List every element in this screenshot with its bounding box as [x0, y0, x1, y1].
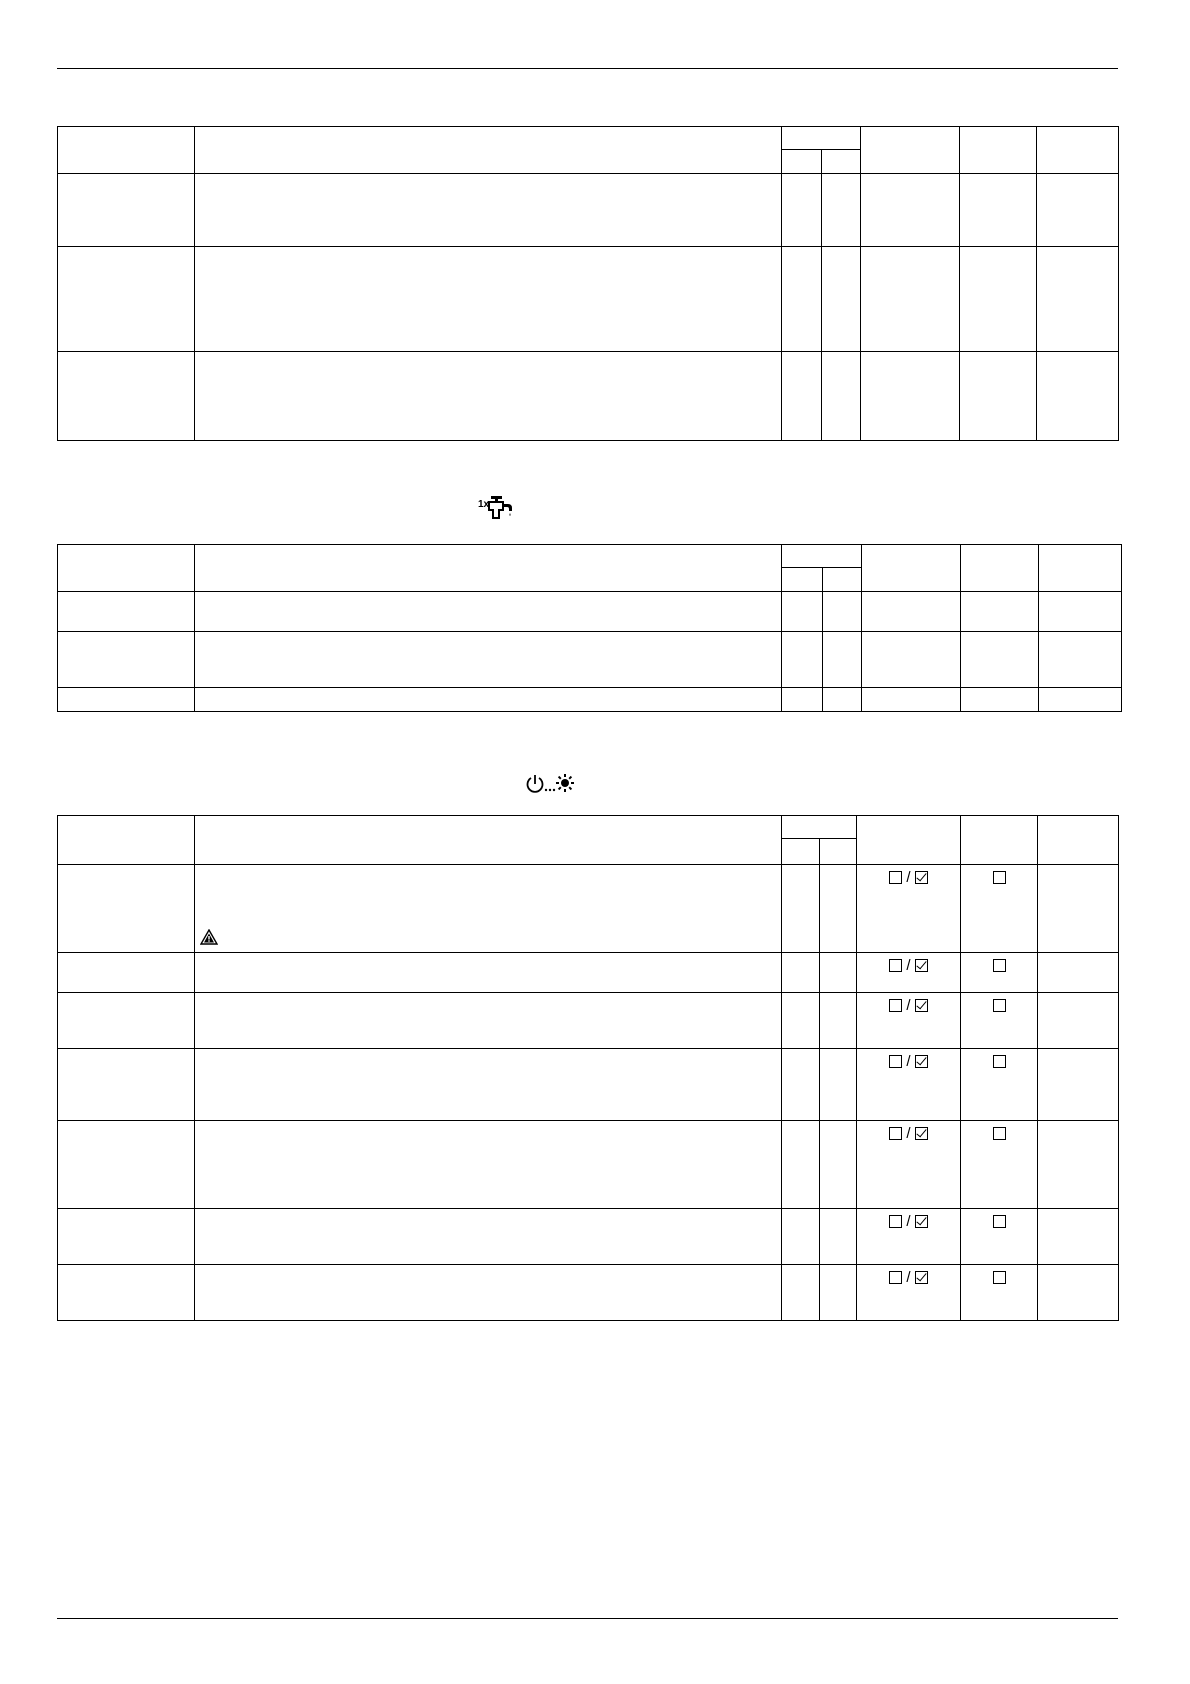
table-cell: [861, 174, 960, 247]
table-cell: [961, 592, 1039, 632]
table-cell: [195, 247, 782, 352]
table-header-row: [58, 127, 1119, 150]
table-cell: [820, 993, 857, 1049]
option-separator: /: [906, 957, 911, 975]
empty-checkbox-icon[interactable]: [993, 1127, 1006, 1140]
header-cell-description: [195, 545, 782, 592]
subheader-cell-a: [782, 568, 823, 592]
default-checkbox-cell[interactable]: [961, 865, 1038, 953]
header-cell-parameter: [58, 816, 195, 865]
header-cell-group: [782, 545, 862, 568]
table-cell: [861, 352, 960, 441]
table-cell: [820, 865, 857, 953]
header-cell-setting: [862, 545, 961, 592]
table-cell: [1039, 592, 1122, 632]
table-row: [58, 865, 1119, 953]
state-toggle-cell[interactable]: [857, 1209, 961, 1265]
table-cell: [820, 953, 857, 993]
header-cell-default: [960, 127, 1037, 174]
table-cell: [58, 1121, 195, 1209]
state-toggle-cell[interactable]: [857, 1265, 961, 1321]
option-separator: /: [906, 869, 911, 887]
state-toggle-cell[interactable]: [857, 993, 961, 1049]
option-separator: /: [906, 1125, 911, 1143]
table-cell: [1038, 865, 1119, 953]
table-cell: [782, 865, 820, 953]
default-checkbox-cell[interactable]: [961, 1049, 1038, 1121]
table-cell: [195, 865, 782, 953]
table-cell: [782, 1121, 820, 1209]
table-cell: [782, 247, 822, 352]
table-cell: [1038, 1049, 1119, 1121]
table-row: [58, 953, 1119, 993]
table-cell: [823, 688, 862, 712]
table-cell: [1037, 174, 1119, 247]
checked-checkbox-icon[interactable]: [915, 871, 928, 884]
state-toggle-cell[interactable]: [857, 953, 961, 993]
table-cell: [1037, 247, 1119, 352]
header-cell-default: [961, 816, 1038, 865]
empty-checkbox-icon[interactable]: [889, 999, 902, 1012]
empty-checkbox-icon[interactable]: [993, 1055, 1006, 1068]
empty-checkbox-icon[interactable]: [889, 871, 902, 884]
table-cell: [782, 592, 823, 632]
header-cell-description: [195, 127, 782, 174]
empty-checkbox-icon[interactable]: [889, 959, 902, 972]
table-cell: [861, 247, 960, 352]
table-cell: [820, 1049, 857, 1121]
table-cell: [195, 993, 782, 1049]
checked-checkbox-icon[interactable]: [915, 959, 928, 972]
header-cell-default: [961, 545, 1039, 592]
table-cell: [58, 592, 195, 632]
table-cell: [1039, 632, 1122, 688]
header-cell-setting: [861, 127, 960, 174]
checked-checkbox-icon[interactable]: [915, 1215, 928, 1228]
warning-triangle-icon: [200, 929, 218, 950]
table-header-row: [58, 816, 1119, 839]
checked-checkbox-icon[interactable]: [915, 999, 928, 1012]
parameter-table-3: [57, 815, 1119, 1321]
table-cell: [822, 352, 861, 441]
table-cell: [1037, 352, 1119, 441]
table-cell: [1038, 1121, 1119, 1209]
option-separator: /: [906, 997, 911, 1015]
table-cell: [195, 1209, 782, 1265]
default-checkbox-cell[interactable]: [961, 1209, 1038, 1265]
table-row: [58, 592, 1122, 632]
table-cell: [195, 953, 782, 993]
header-cell-notes: [1037, 127, 1119, 174]
table-cell: [195, 688, 782, 712]
subheader-cell-a: [782, 839, 820, 865]
header-cell-group: [782, 816, 857, 839]
footer-rule: [57, 1618, 1118, 1619]
empty-checkbox-icon[interactable]: [889, 1271, 902, 1284]
table-row: [58, 632, 1122, 688]
header-cell-parameter: [58, 545, 195, 592]
table-cell: [960, 174, 1037, 247]
table-cell: [58, 1265, 195, 1321]
table-header-row: [58, 545, 1122, 568]
table-cell: [58, 688, 195, 712]
parameter-table-2: [57, 544, 1122, 712]
header-cell-setting: [857, 816, 961, 865]
one-time-hot-water-tap-icon: [478, 495, 516, 519]
empty-checkbox-icon[interactable]: [993, 1215, 1006, 1228]
empty-checkbox-icon[interactable]: [993, 871, 1006, 884]
table-row: [58, 1209, 1119, 1265]
table-cell: [822, 174, 861, 247]
table-cell: [820, 1209, 857, 1265]
table-cell: [1039, 688, 1122, 712]
header-rule: [57, 68, 1118, 69]
empty-checkbox-icon[interactable]: [993, 999, 1006, 1012]
empty-checkbox-icon[interactable]: [889, 1215, 902, 1228]
default-checkbox-cell[interactable]: [961, 1121, 1038, 1209]
checked-checkbox-icon[interactable]: [915, 1127, 928, 1140]
header-cell-notes: [1039, 545, 1122, 592]
table-cell: [782, 174, 822, 247]
subheader-cell-b: [820, 839, 857, 865]
subheader-cell-b: [822, 150, 861, 174]
state-toggle-cell[interactable]: [857, 1121, 961, 1209]
table-cell: [1038, 1265, 1119, 1321]
table-row: [58, 174, 1119, 247]
table-cell: [782, 953, 820, 993]
header-cell-group: [782, 127, 861, 150]
subheader-cell-a: [782, 150, 822, 174]
table-cell: [782, 1265, 820, 1321]
table-cell: [782, 993, 820, 1049]
table-cell: [823, 632, 862, 688]
table-cell: [960, 352, 1037, 441]
state-toggle-cell[interactable]: [857, 1049, 961, 1121]
empty-checkbox-icon[interactable]: [889, 1055, 902, 1068]
table-cell: [782, 352, 822, 441]
option-separator: /: [906, 1213, 911, 1231]
state-toggle-cell[interactable]: [857, 865, 961, 953]
header-cell-notes: [1038, 816, 1119, 865]
table-cell: [820, 1265, 857, 1321]
table-cell: [195, 1121, 782, 1209]
checked-checkbox-icon[interactable]: [915, 1055, 928, 1068]
table-cell: [782, 632, 823, 688]
table-cell: [58, 1049, 195, 1121]
table-row: [58, 352, 1119, 441]
default-checkbox-cell[interactable]: [961, 1265, 1038, 1321]
table-cell: [1038, 993, 1119, 1049]
table-cell: [782, 688, 823, 712]
table-cell: [823, 592, 862, 632]
table-cell: [862, 688, 961, 712]
table-cell: [58, 953, 195, 993]
table-cell: [195, 1265, 782, 1321]
empty-checkbox-icon[interactable]: [993, 959, 1006, 972]
table-cell: [58, 352, 195, 441]
parameter-table-1: [57, 126, 1119, 441]
table-cell: [58, 993, 195, 1049]
default-checkbox-cell[interactable]: [961, 953, 1038, 993]
table-row: [58, 1049, 1119, 1121]
option-separator: /: [906, 1269, 911, 1287]
table-cell: [820, 1121, 857, 1209]
table-cell: [782, 1209, 820, 1265]
table-cell: [58, 632, 195, 688]
table-cell: [58, 1209, 195, 1265]
table-row: [58, 1121, 1119, 1209]
table-cell: [195, 174, 782, 247]
table-cell: [1038, 1209, 1119, 1265]
subheader-cell-b: [823, 568, 862, 592]
table-cell: [862, 632, 961, 688]
table-cell: [961, 632, 1039, 688]
table-cell: [195, 592, 782, 632]
table-cell: [961, 688, 1039, 712]
table-row: [58, 688, 1122, 712]
standby-to-sun-icon: [525, 773, 575, 795]
table-cell: [862, 592, 961, 632]
table-row: [58, 993, 1119, 1049]
table-cell: [58, 865, 195, 953]
table-cell: [195, 1049, 782, 1121]
empty-checkbox-icon[interactable]: [993, 1271, 1006, 1284]
option-separator: /: [906, 1053, 911, 1071]
table-cell: [822, 247, 861, 352]
svg-text:1x: 1x: [478, 499, 490, 510]
table-cell: [58, 174, 195, 247]
table-row: [58, 247, 1119, 352]
table-row: [58, 1265, 1119, 1321]
table-cell: [782, 1049, 820, 1121]
empty-checkbox-icon[interactable]: [889, 1127, 902, 1140]
table-cell: [960, 247, 1037, 352]
table-cell: [58, 247, 195, 352]
header-cell-parameter: [58, 127, 195, 174]
table-cell: [195, 352, 782, 441]
table-cell: [1038, 953, 1119, 993]
header-cell-description: [195, 816, 782, 865]
table-cell: [195, 632, 782, 688]
default-checkbox-cell[interactable]: [961, 993, 1038, 1049]
checked-checkbox-icon[interactable]: [915, 1271, 928, 1284]
